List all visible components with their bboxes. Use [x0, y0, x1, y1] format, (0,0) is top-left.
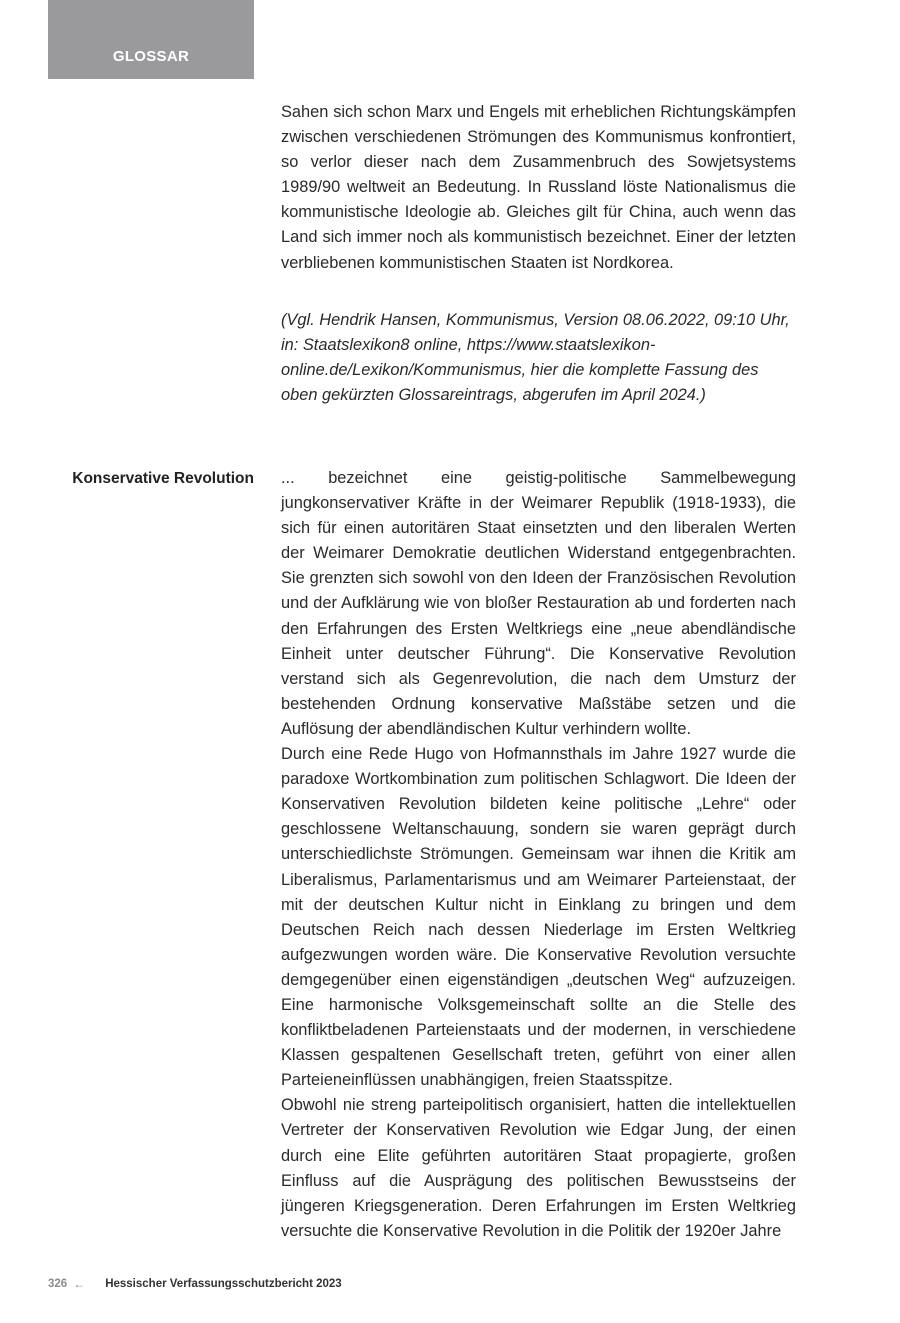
publication-title: Hessischer Verfassungsschutzbericht 2023 [105, 1278, 342, 1290]
entry-paragraph-3: Obwohl nie streng parteipolitisch organisiert, hatten die intellektuellen Vertreter der Konservativen Revolution wie Edgar Jung, der einen durch eine Elite geführten autoritären Staat propagierte, großen Einfluss auf die Ausprägung des politischen Bewusstseins der jüngeren Kriegsgeneration. Deren Erfahrungen im Ersten Weltkrieg versuchte die Konservative Revolution in die Politik der 1920er Jahre [281, 1096, 796, 1240]
arrow-left-icon: ← [73, 1277, 86, 1291]
source-citation: (Vgl. Hendrik Hansen, Kommunismus, Version 08.06.2022, 09:10 Uhr, in: Staatslexikon8 online, https://www.staatslexikon-online.de/Lexikon/Kommunismus, hier die komplette Fassung des oben gekürzten Glossareintrags, abgerufen im April 2024.) [281, 311, 790, 405]
glossary-term: Konservative Revolution [72, 470, 254, 487]
page-footer [48, 1277, 342, 1291]
entry-paragraph-2: Durch eine Rede Hugo von Hofmannsthals im Jahre 1927 wurde die paradoxe Wortkombination zum politischen Schlagwort. Die Ideen der Konservativen Revolution bildeten keine politische „Lehre“ oder geschlossene Weltanschauung, sondern sie waren geprägt durch unterschiedlichste Strömungen. Gemeinsam war ihnen die Kritik am Liberalismus, Parlamentarismus und am Weimarer Parteienstaat, der mit der deutschen Kultur nicht in Einklang zu bringen und dem Deutschen Reich nach dessen Niederlage im Ersten Weltkrieg aufgezwungen worden wäre. Die Konservative Revolution versuchte demgegenüber einen eigenständigen „deutschen Weg“ aufzuzeigen. Eine harmonische Volksgemeinschaft sollte an die Stelle des konfliktbeladenen Parteienstaats und der modernen, in verschiedene Klassen gespaltenen Gesellschaft treten, geführt von einer allen Parteieneinflüssen unabhängigen, freien Staatsspitze. [281, 745, 796, 1090]
entry-paragraph-1: ... bezeichnet eine geistig-politische Sammelbewegung jungkonservativer Kräfte in der Weimarer Republik (1918-1933), die sich für einen autoritären Staat einsetzten und den liberalen Werten der Weimarer Demokratie deutlichen Widerstand entgegenbrachten. Sie grenzten sich sowohl von den Ideen der Französischen Revolution und der Aufklärung wie von bloßer Restauration ab und forderten nach den Erfahrungen des Ersten Weltkriegs eine „neue abendländische Einheit unter deutscher Führung“. Die Konservative Revolution verstand sich als Gegenrevolution, die nach dem Umsturz der bestehenden Ordnung konservative Maßstäbe setzen und die Auflösung der abendländischen Kultur verhindern wollte. [281, 469, 796, 738]
glossary-entry-body [281, 466, 796, 1244]
page-number: 326 [48, 1278, 68, 1290]
intro-paragraph: Sahen sich schon Marx und Engels mit erheblichen Richtungskämpfen zwischen verschiedenen Strömungen des Kommunismus konfrontiert, so verlor dieser nach dem Zusammenbruch des Sowjetsystems 1989/90 weltweit an Bedeutung. In Russland löste Nationalismus die kommunistische Ideologie ab. Gleiches gilt für China, auch wenn das Land sich immer noch als kommunistisch bezeichnet. Einer der letzten verbliebenen kommunistischen Staaten ist Nordkorea. [281, 103, 796, 272]
section-header-tab [48, 0, 254, 79]
intro-text-block [281, 100, 796, 276]
source-citation-block [281, 308, 796, 408]
section-label: GLOSSAR [112, 48, 190, 65]
